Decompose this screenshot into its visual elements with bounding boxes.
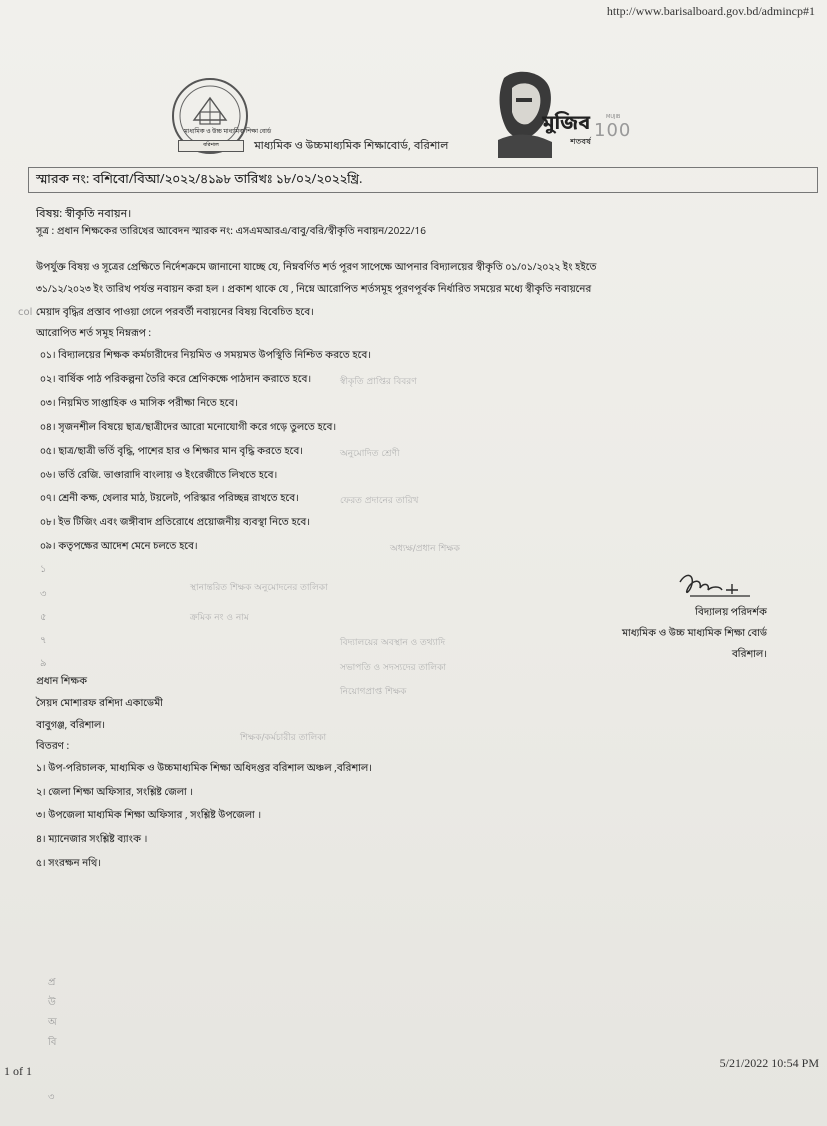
distribution-item: ২। জেলা শিক্ষা অফিসার, সংশ্লিষ্ট জেলা । [36,787,194,800]
emblem-subtitle: শতবর্ষ [570,138,591,148]
seal-band-text: বরিশাল [178,140,244,152]
distribution-item: ৫। সংরক্ষন নথি। [36,858,102,871]
bottom-margin-mark: অ [48,1017,57,1028]
print-timestamp: 5/21/2022 10:54 PM [719,1056,819,1070]
condition-item: ০৯। কতৃপক্ষের আদেশ মেনে চলতে হবে। [40,541,198,554]
body-line-1: উপর্যুক্ত বিষয় ও সূত্রের প্রেক্ষিতে নির্দেশক্রমে জানানো যাচ্ছে যে, নিম্নবর্ণিত শর্ত পূরণ সাপেক্ষে আপনার বিদ্যালয়ের স্বীকৃতি ০১/০১/২০২২ ইং হইতে [36,262,597,275]
signatory-city: বরিশাল। [731,649,767,662]
signatory-office: মাধ্যমিক ও উচ্চ মাধ্যমিক শিক্ষা বোর্ড [621,628,767,641]
bleed-text: বিদ্যালয়ের অবস্থান ও তথ্যাদি [340,638,446,648]
margin-number: ১ [40,564,47,575]
bleed-text: অধ্যক্ষ/প্রধান শিক্ষক [390,544,460,554]
distribution-item: ৩। উপজেলা মাধ্যমিক শিক্ষা অফিসার , সংশ্লিষ্ট উপজেলা । [36,810,262,823]
distribution-item: ১। উপ-পরিচালক, মাধ্যমিক ও উচ্চমাধ্যমিক শিক্ষা অধিদপ্তর বরিশাল অঞ্চল ,বরিশাল। [36,763,372,776]
board-name: মাধ্যমিক ও উচ্চমাধ্যমিক শিক্ষাবোর্ড, বরিশাল [254,140,449,154]
bottom-margin-mark: ৩ [48,1092,55,1103]
condition-item: ০৩। নিয়মিত সাপ্তাহিক ও মাসিক পরীক্ষা নিতে হবে। [40,398,239,411]
addressee-title: প্রধান শিক্ষক [36,676,88,689]
signature-block [622,603,767,666]
bleed-text: ক্রমিক নং ও নাম [190,613,249,623]
seal-text: মাধ্যমিক ও উচ্চ মাধ্যমিক শিক্ষা বোর্ড [184,128,272,136]
condition-item: ০৮। ইভ টিজিং এবং জঙ্গীবাদ প্রতিরোধে প্রয়োজনীয় ব্যবস্থা নিতে হবে। [40,517,311,530]
body-line-3: মেয়াদ বৃদ্ধির প্রস্তাব পাওয়া গেলে পরবর্তী নবায়নের বিষয় বিবেচিত হবে। [36,307,314,320]
bleed-text: শিক্ষক/কর্মচারীর তালিকা [240,733,327,743]
emblem-small-text: MUJIB [606,114,621,120]
condition-item: ০৬। ভর্তি রেজি. ভাণ্ডারাদি বাংলায় ও ইংরেজীতে লিখতে হবে। [40,470,278,483]
memo-number: স্মারক নং: বশিবো/বিআ/২০২২/৪১৯৮ তারিখঃ ১৮/০২/২০২২খ্রি. [36,172,363,189]
addressee-address: বাবুগঞ্জ, বরিশাল। [36,720,106,733]
bleed-text: ফেরত প্রদানের তারিখ [340,496,419,506]
condition-item: ০৭। শ্রেনী কক্ষ, খেলার মাঠ, টয়লেট, পরিস্কার পরিচ্ছন্ন রাখতে হবে। [40,493,299,506]
page-url: http://www.barisalboard.gov.bd/admincp#1 [606,4,815,18]
bleed-text: স্থানান্তরিত শিক্ষক অনুমোদনের তালিকা [190,583,328,593]
margin-mark: col [18,307,33,318]
bottom-margin-mark: প্র [48,977,56,988]
emblem-title: মুজিব [542,112,591,138]
bottom-margin-mark: উ [48,997,56,1008]
bottom-margin-mark: বি [48,1037,57,1048]
reference-line: সূত্র : প্রধান শিক্ষকের তারিখের আবেদন স্মারক নং: এসএমআরএ/বাবু/বরি/স্বীকৃতি নবায়ন/2022/16 [36,226,426,239]
mujib-borsho-emblem [490,68,640,158]
margin-number: ৩ [40,589,47,600]
bleed-text: সভাপতি ও সদস্যদের তালিকা [340,663,446,673]
distribution-item: ৪। ম্যানেজার সংশ্লিষ্ট ব্যাংক । [36,834,148,847]
bleed-text: অনুমোদিত শ্রেণী [340,449,400,459]
conditions-heading: আরোপিত শর্ত সমূহ নিম্নরূপ : [36,328,152,341]
page-count: 1 of 1 [4,1064,32,1078]
margin-number: ৯ [40,658,47,669]
condition-item: ০৫। ছাত্র/ছাত্রী ভর্তি বৃদ্ধি, পাশের হার ও শিক্ষার মান বৃদ্ধি করতে হবে। [40,446,303,459]
addressee-institution: সৈয়দ মোশারফ রশিদা একাডেমী [36,698,163,711]
condition-item: ০১। বিদ্যালয়ের শিক্ষক কর্মচারীদের নিয়মিত ও সময়মত উপস্থিতি নিশ্চিত করতে হবে। [40,350,372,363]
margin-number: ৭ [40,635,47,646]
emblem-number: 100 [594,120,632,141]
board-seal-logo [172,78,272,154]
distribution-heading: বিতরণ : [36,741,70,754]
signatory-designation: বিদ্যালয় পরিদর্শক [695,607,767,620]
condition-item: ০৪। সৃজনশীল বিষয়ে ছাত্র/ছাত্রীদের আরো মনোযোগী করে গড়ে তুলতে হবে। [40,422,337,435]
margin-number: ৫ [40,612,47,623]
bleed-text: স্বীকৃতি প্রাপ্তির বিবরণ [340,377,417,387]
subject-line: বিষয়: স্বীকৃতি নবায়ন। [36,208,132,222]
body-line-2: ৩১/১২/২০২৩ ইং তারিখ পর্যন্ত নবায়ন করা হল । প্রকাশ থাকে যে , নিম্নে আরোপিত শর্তসমূহ পূরণপূর্বক নির্ধারিত সময়ের মধ্যে স্বীকৃতি নবায়নের [36,284,592,297]
condition-item: ০২। বার্ষিক পাঠ পরিকল্পনা তৈরি করে শ্রেণিকক্ষে পাঠদান করাতে হবে। [40,374,312,387]
bleed-text: নিয়োগপ্রাপ্ত শিক্ষক [340,687,407,697]
